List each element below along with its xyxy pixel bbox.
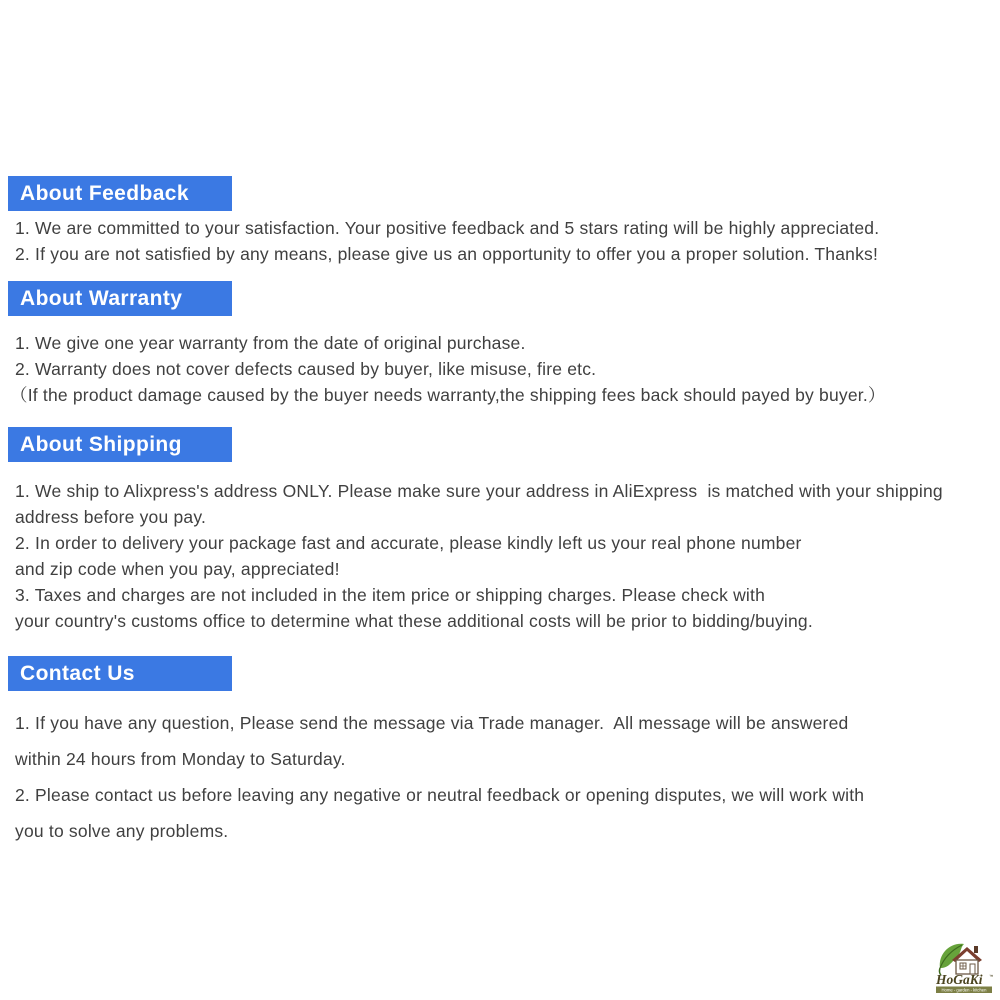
section-feedback-body <box>8 215 1000 267</box>
leaf-house-icon <box>934 938 996 996</box>
warranty-line: 2. Warranty does not cover defects caused by buyer, like misuse, fire etc. <box>15 359 597 379</box>
shipping-line: your country's customs office to determine what these additional costs will be prior to bidding/buying. <box>15 611 813 631</box>
warranty-line: （If the product damage caused by the buyer needs warranty,the shipping fees back should payed by buyer.） <box>10 385 886 405</box>
shipping-line: address before you pay. <box>15 507 207 527</box>
section-feedback <box>8 176 1000 267</box>
logo-tagline: Home - garden - kitchen <box>941 987 987 993</box>
feedback-line: 2. If you are not satisfied by any means, please give us an opportunity to offer you a proper solution. Thanks! <box>15 244 879 264</box>
shipping-line: 3. Taxes and charges are not included in the item price or shipping charges. Please check with <box>15 585 766 605</box>
contact-line: 1. If you have any question, Please send the message via Trade manager. All message will be answered <box>15 713 849 733</box>
shipping-line: 1. We ship to Alixpress's address ONLY. Please make sure your address in AliExpress is matched with your shipping <box>15 481 943 501</box>
warranty-line: 1. We give one year warranty from the date of original purchase. <box>15 333 526 353</box>
section-header-contact: Contact Us <box>8 656 232 691</box>
contact-line: within 24 hours from Monday to Saturday. <box>15 749 346 769</box>
section-contact-body <box>8 705 1000 849</box>
contact-line: 2. Please contact us before leaving any negative or neutral feedback or opening disputes, we will work with <box>15 785 865 805</box>
section-header-shipping: About Shipping <box>8 427 232 462</box>
contact-line: you to solve any problems. <box>15 821 229 841</box>
section-header-warranty: About Warranty <box>8 281 232 316</box>
shipping-line: 2. In order to delivery your package fast and accurate, please kindly left us your real phone number <box>15 533 802 553</box>
feedback-line: 1. We are committed to your satisfaction. Your positive feedback and 5 stars rating will be highly appreciated. <box>15 218 880 238</box>
section-shipping <box>8 427 1000 634</box>
logo-trademark: ™ <box>989 974 994 979</box>
logo-wordmark: HoGaKi <box>936 972 983 987</box>
section-contact <box>8 656 1000 849</box>
hogaki-logo <box>934 938 996 996</box>
section-shipping-body <box>8 478 1000 634</box>
section-warranty-body <box>8 330 1000 408</box>
shipping-line: and zip code when you pay, appreciated! <box>15 559 340 579</box>
section-warranty <box>8 281 1000 408</box>
section-header-feedback: About Feedback <box>8 176 232 211</box>
